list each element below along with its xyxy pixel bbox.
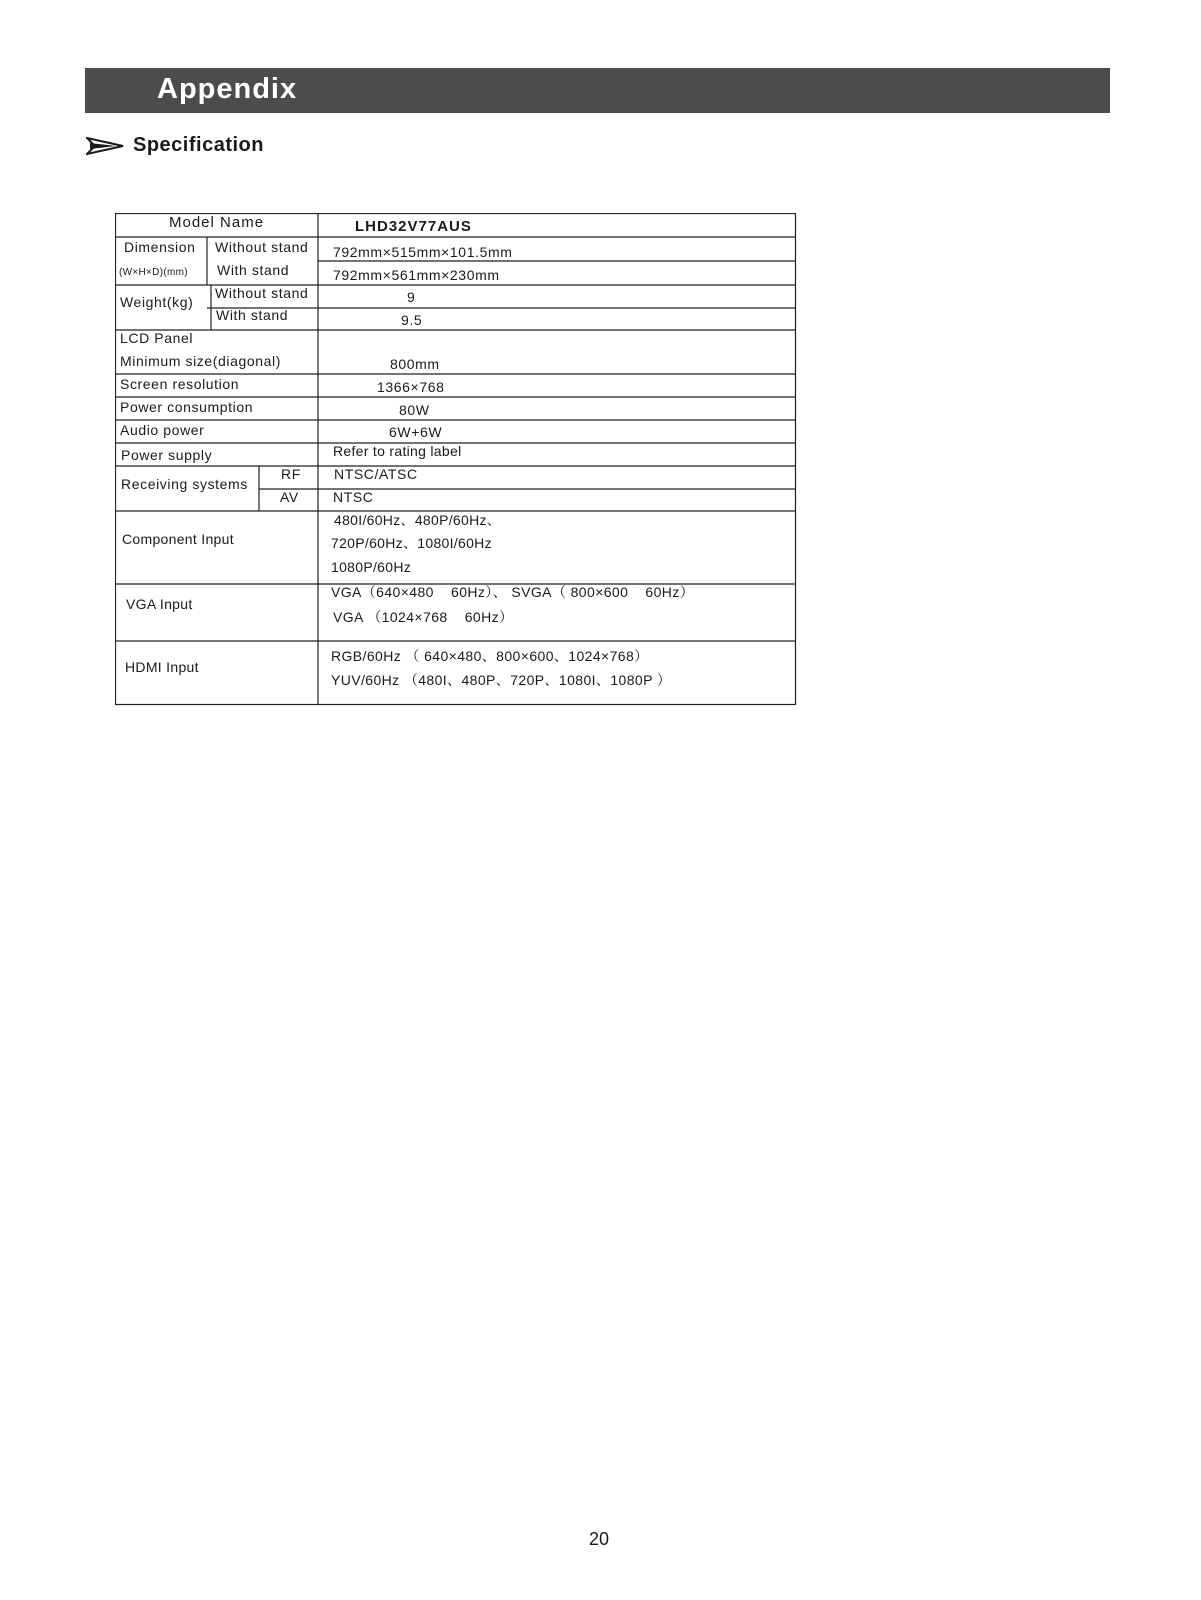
- vga-input-line2: VGA （1024×768 60Hz）: [333, 609, 514, 625]
- hdmi-input-line2: YUV/60Hz （480I、480P、720P、1080I、1080P ）: [331, 672, 672, 688]
- section-title: Specification: [133, 134, 264, 156]
- min-size-label: Minimum size(diagonal): [120, 353, 282, 369]
- dimension-label: Dimension: [124, 239, 196, 255]
- audio-power-value: 6W+6W: [389, 424, 443, 440]
- receiving-systems-label: Receiving systems: [121, 476, 248, 492]
- power-consumption-value: 80W: [399, 402, 430, 418]
- model-name-label: Model Name: [169, 214, 265, 231]
- vga-input-line1: VGA（640×480 60Hz）、 SVGA（ 800×600 60Hz）: [331, 584, 695, 600]
- page-title: Appendix: [157, 73, 298, 105]
- dimension-with-stand-value: 792mm×561mm×230mm: [333, 267, 500, 283]
- lcd-panel-label: LCD Panel: [120, 330, 194, 346]
- audio-power-label: Audio power: [120, 422, 205, 438]
- page-number: 20: [589, 1529, 610, 1549]
- vga-input-label: VGA Input: [126, 596, 193, 612]
- rf-label: RF: [281, 466, 301, 482]
- dimension-without-stand-label: Without stand: [215, 239, 309, 255]
- weight-with-stand-value: 9.5: [401, 312, 423, 328]
- resolution-value: 1366×768: [377, 379, 445, 395]
- av-label: AV: [280, 489, 299, 505]
- weight-without-stand-label: Without stand: [215, 285, 309, 301]
- power-supply-label: Power supply: [121, 447, 213, 463]
- av-value: NTSC: [333, 489, 374, 505]
- arrow-icon: [86, 136, 124, 156]
- weight-label: Weight(kg): [120, 294, 194, 310]
- rf-value: NTSC/ATSC: [334, 466, 418, 482]
- weight-without-stand-value: 9: [407, 289, 416, 305]
- weight-with-stand-label: With stand: [216, 307, 289, 323]
- dimension-with-stand-label: With stand: [217, 262, 290, 278]
- appendix-banner: [85, 68, 1110, 113]
- hdmi-input-label: HDMI Input: [125, 659, 199, 675]
- resolution-label: Screen resolution: [120, 376, 240, 392]
- component-input-label: Component Input: [122, 531, 234, 547]
- min-size-value: 800mm: [390, 356, 440, 372]
- model-name-value: LHD32V77AUS: [355, 218, 472, 235]
- dimension-unit: (W×H×D)(mm): [119, 267, 188, 278]
- power-consumption-label: Power consumption: [120, 399, 254, 415]
- dimension-without-stand-value: 792mm×515mm×101.5mm: [333, 244, 513, 260]
- component-input-line1: 480I/60Hz、480P/60Hz、: [334, 512, 502, 528]
- specification-table: [115, 213, 797, 706]
- power-supply-value: Refer to rating label: [333, 443, 462, 459]
- component-input-line2: 720P/60Hz、1080I/60Hz: [331, 535, 492, 551]
- component-input-line3: 1080P/60Hz: [331, 559, 412, 575]
- hdmi-input-line1: RGB/60Hz （ 640×480、800×600、1024×768）: [331, 648, 649, 664]
